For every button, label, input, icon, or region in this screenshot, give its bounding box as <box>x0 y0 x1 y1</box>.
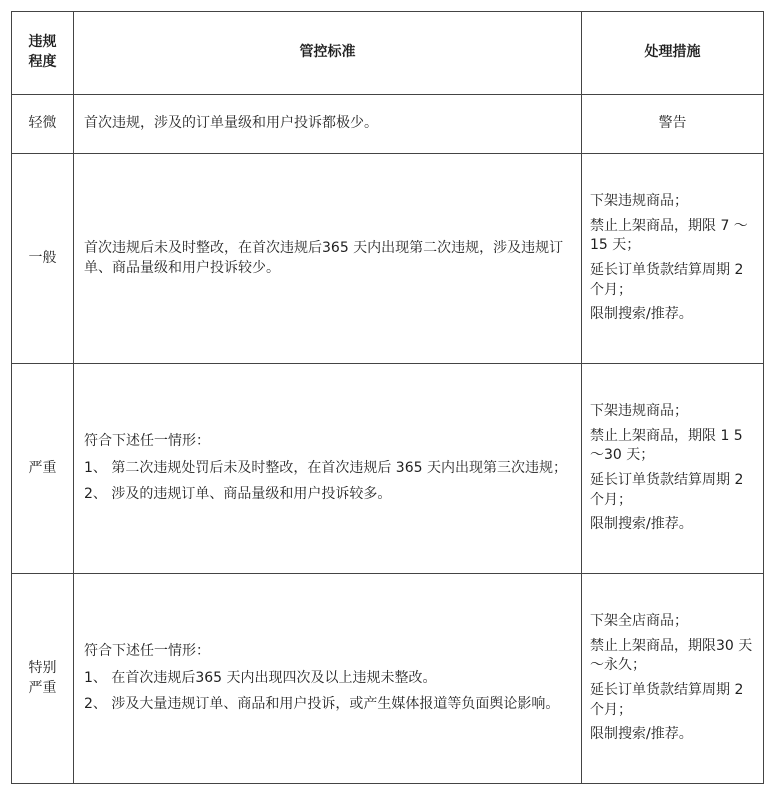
violation-policy-table <box>11 11 764 784</box>
standard-text: 1、 在首次违规后365 天内出现四次及以上违规未整改。 <box>84 669 437 686</box>
measure-item: 下架违规商品； <box>590 193 688 210</box>
measure-item: 禁止上架商品，期限30 天～永久； <box>590 637 753 674</box>
measures-cell <box>582 95 764 154</box>
standard-text: 符合下述任一情形： <box>84 433 210 450</box>
table-row-general <box>12 154 764 364</box>
standard-cell <box>74 95 582 154</box>
table-row-minor <box>12 95 764 154</box>
header-violation-level <box>12 12 74 95</box>
standard-cell <box>74 574 582 784</box>
measures-cell <box>582 154 764 364</box>
level-text: 轻微 <box>28 115 57 132</box>
measure-item: 限制搜索/推荐。 <box>590 306 693 323</box>
measures-cell <box>582 364 764 574</box>
standard-cell <box>74 364 582 574</box>
level-text: 严重 <box>28 459 57 476</box>
header-row <box>12 12 764 95</box>
standard-text: 符合下述任一情形： <box>84 643 210 660</box>
table-row-especially-serious <box>12 574 764 784</box>
measure-item: 延长订单货款结算周期 2 个月； <box>590 262 744 298</box>
standard-text: 首次违规，涉及的订单量级和用户投诉都极少。 <box>84 115 378 132</box>
measure-item: 限制搜索/推荐。 <box>590 516 693 533</box>
measure-item: 延长订单货款结算周期 2 个月； <box>590 472 744 508</box>
measure-item: 禁止上架商品，期限 7 ～15 天； <box>590 217 748 254</box>
level-text: 严重 <box>28 679 57 696</box>
header-control-standard: 管控标准 <box>74 12 582 95</box>
standard-text: 1、 第二次违规处罚后未及时整改，在首次违规后 365 天内出现第三次违规； <box>84 459 567 476</box>
level-cell <box>12 154 74 364</box>
standard-cell <box>74 154 582 364</box>
standard-text: 2、 涉及大量违规订单、商品和用户投诉，或产生媒体报道等负面舆论影响。 <box>84 696 560 713</box>
measure-item: 禁止上架商品，期限 1 5～30 天； <box>590 427 743 464</box>
level-cell <box>12 574 74 784</box>
measure-item: 限制搜索/推荐。 <box>590 726 693 743</box>
level-text: 特别 <box>28 659 57 676</box>
level-text: 一般 <box>28 249 57 266</box>
measures-cell <box>582 574 764 784</box>
measure-item: 延长订单货款结算周期 2 个月； <box>590 682 744 718</box>
standard-text: 2、 涉及的违规订单、商品量级和用户投诉较多。 <box>84 486 392 503</box>
measure-item: 下架全店商品； <box>590 613 688 630</box>
table-row-serious <box>12 364 764 574</box>
measure-item: 下架违规商品； <box>590 403 688 420</box>
measure-item: 警告 <box>658 115 687 132</box>
level-cell <box>12 364 74 574</box>
header-measures: 处理措施 <box>582 12 764 95</box>
level-cell <box>12 95 74 154</box>
header-level-line2: 程度 <box>28 54 57 70</box>
standard-text: 首次违规后未及时整改，在首次违规后365 天内出现第二次违规，涉及违规订单、商品量级和用户投诉较少。 <box>84 239 564 276</box>
header-level-line1: 违规 <box>28 34 57 51</box>
